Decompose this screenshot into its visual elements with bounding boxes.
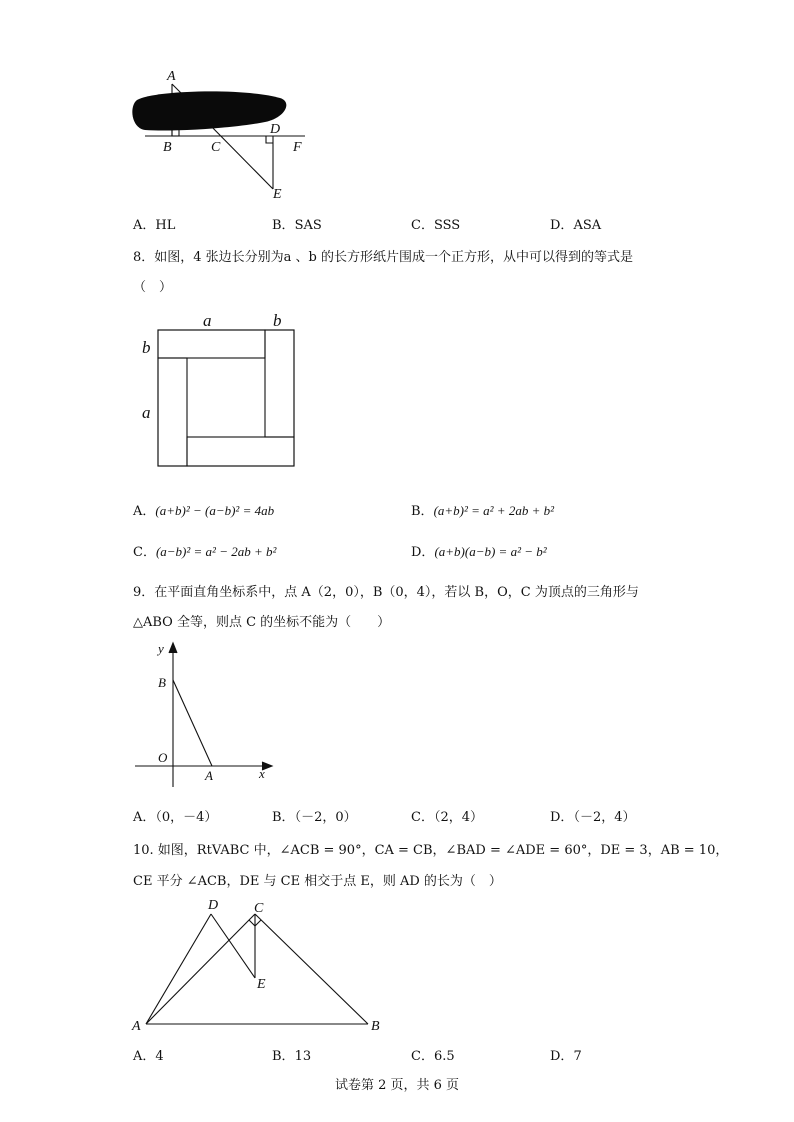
label-b-top: b: [273, 311, 282, 330]
label-D: D: [270, 122, 281, 137]
q9-option-a: A．（0，－4）: [133, 810, 218, 825]
label-O: O: [158, 750, 168, 765]
label-B: B: [158, 675, 166, 690]
label-a-top: a: [203, 311, 212, 330]
q8-option-c: C．(a−b)² = a² − 2ab + b²: [133, 544, 277, 560]
q9-option-d: D．（－2，4）: [550, 810, 636, 825]
label-x: x: [259, 766, 265, 781]
q10-option-d: D．7: [550, 1049, 582, 1064]
q10-option-c: C．6.5: [411, 1049, 455, 1064]
q9-figure: [130, 637, 275, 789]
q8-option-a: A．(a+b)² − (a−b)² = 4ab: [133, 503, 275, 519]
label-a-left: a: [142, 403, 151, 422]
q8-text-line1: 8．如图，4 张边长分别为a 、b 的长方形纸片围成一个正方形，从中可以得到的等式是: [133, 250, 634, 265]
q7-option-b: B．SAS: [272, 218, 322, 233]
q10-figure: [128, 893, 388, 1038]
label-y: y: [158, 641, 164, 656]
q8-text-line2: （ ）: [133, 280, 173, 295]
q9-text-line2: △ABO 全等，则点 C 的坐标不能为（ ）: [133, 615, 391, 630]
q7-option-a: A．HL: [133, 218, 176, 233]
q10-text-line2: CE 平分 ∠ACB，DE 与 CE 相交于点 E，则 AD 的长为（ ）: [133, 874, 502, 889]
q9-option-c: C．（2，4）: [411, 810, 483, 825]
label-A: A: [167, 69, 176, 84]
q9-text-line1: 9．在平面直角坐标系中，点 A（2，0），B（0，4），若以 B，O，C 为顶点的三角形与: [133, 585, 639, 600]
q8-option-b: B．(a+b)² = a² + 2ab + b²: [411, 503, 555, 519]
q9-option-b: B．（－2，0）: [272, 810, 357, 825]
ink-blot: [132, 91, 286, 130]
label-b-left: b: [142, 338, 151, 357]
q7-figure: [125, 62, 315, 204]
label-A: A: [205, 768, 213, 783]
q10-option-a: A．4: [133, 1049, 164, 1064]
q7-option-d: D．ASA: [550, 218, 602, 233]
label-B: B: [371, 1019, 380, 1034]
q10-option-b: B．13: [272, 1049, 312, 1064]
q8-figure: [138, 310, 300, 470]
label-C: C: [254, 901, 264, 916]
q7-option-c: C．SSS: [411, 218, 461, 233]
page-footer: 试卷第 2 页，共 6 页: [334, 1078, 460, 1093]
label-F: F: [293, 140, 302, 155]
label-C: C: [211, 140, 221, 155]
label-E: E: [257, 977, 266, 992]
q10-text-line1: 10. 如图，RtVABC 中，∠ACB = 90°，CA = CB，∠BAD = ∠ADE = 60°，DE = 3，AB = 10，: [133, 843, 729, 858]
q8-option-d: D．(a+b)(a−b) = a² − b²: [411, 544, 547, 560]
label-B: B: [163, 140, 172, 155]
label-D: D: [208, 898, 219, 913]
label-E: E: [273, 187, 282, 202]
label-A: A: [132, 1019, 141, 1034]
